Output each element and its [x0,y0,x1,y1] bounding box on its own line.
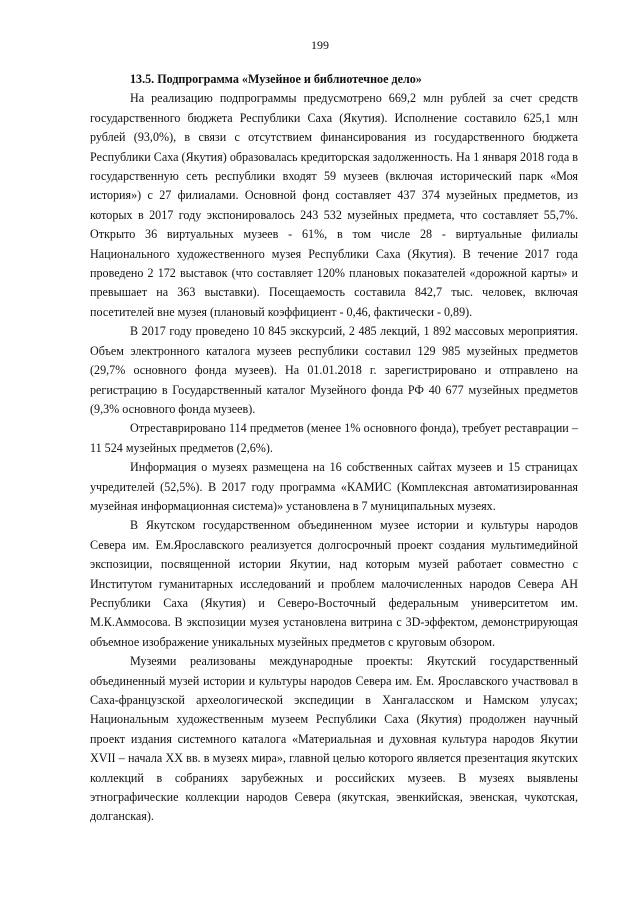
paragraph-restoration: Отреставрировано 114 предметов (менее 1% основного фонда), требует реставрации – 11 524 музейных предметов (2,6%). [90,421,578,455]
section-title: 13.5. Подпрограмма «Музейное и библиотечное дело» [130,72,422,86]
paragraph-budget: На реализацию подпрограммы предусмотрено 669,2 млн рублей за счет средств государственного бюджета Республики Саха (Якутия). Исполнение составило 625,1 млн рублей (93,0%), в связи с отсутствием финансирования из государственного бюджета Республики Саха (Якутия) образовалась кредиторская задолженность. На 1 января 2018 года в государственную сеть республики входят 59 музеев (включая исторический парк «Моя история») с 27 филиалами. Основной фонд составляет 437 374 музейных предметов, из которых в 2017 году экспонировалось 243 532 музейных предмета, что составляет 55,7%. Открыто 36 виртуальных музеев - 61%, в том числе 28 - виртуальные филиалы Национального художественного музея Республики Саха (Якутия). В течение 2017 года проведено 2 172 выставок (что составляет 120% плановых показателей «дорожной карты» и превышает на 363 выставки). Посещаемость составила 842,7 тыс. человек, включая посетителей вне музея (плановый коэффициент - 0,46, фактически - 0,89). [90,91,578,319]
document-body [90,70,578,827]
page-number: 199 [311,38,329,52]
paragraph-excursions: В 2017 году проведено 10 845 экскурсий, 2 485 лекций, 1 892 массовых мероприятия. Объем электронного каталога музеев республики составил 129 985 музейных предметов (29,7% основного фонда музеев). На 01.01.2018 г. зарегистрировано и отправлено на регистрацию в Государственный каталог Музейного фонда РФ 40 677 музейных предметов (9,3% основного фонда музеев). [90,324,578,416]
paragraph-multimedia-project: В Якутском государственном объединенном музее истории и культуры народов Севера им. Ем.Ярославского реализуется долгосрочный проект создания мультимедийной экспозиции, посвященной истории Якутии, над которым музей работает совместно с Институтом гуманитарных исследований и проблем малочисленных народов Севера АН Республики Саха (Якутия) и Северо-Восточный федеральным университетом им. М.К.Аммосова. В экспозиции музея установлена витрина с 3D-эффектом, демонстрирующая объемное изображение уникальных музейных предметов с круговым обзором. [90,518,578,649]
paragraph-websites: Информация о музеях размещена на 16 собственных сайтах музеев и 15 страницах учредителей (52,5%). В 2017 году программа «КАМИС (Комплексная автоматизированная музейная информационная система)» установлена в 7 муниципальных музеях. [90,460,578,513]
paragraph-international-projects: Музеями реализованы международные проекты: Якутский государственный объединенный музей истории и культуры народов Севера им. Ем. Ярославского участвовал в Саха-французской археологической экспедиции в Хангаласском и Намском улусах; Национальным художественным музеем Республики Саха (Якутия) продолжен научный проект издания системного каталога «Материальная и духовная культура народов Якутии XVII – начала XX вв. в музеях мира», главной целью которого является презентация якутских коллекций в собраниях зарубежных и российских музеев. В музеях выявлены этнографические коллекции народов Севера (якутская, эвенкийская, эвенская, чукотская, долганская). [90,654,578,824]
